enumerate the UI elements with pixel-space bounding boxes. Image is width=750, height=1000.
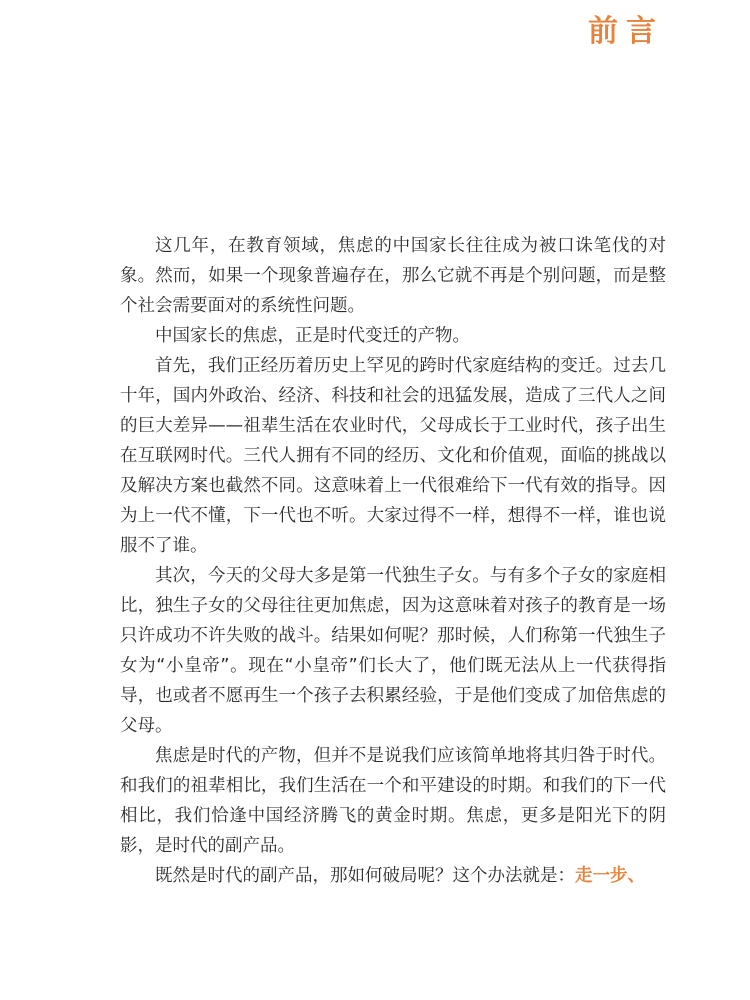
paragraph-last xyxy=(120,861,666,891)
paragraph: 焦虑是时代的产物，但并不是说我们应该简单地将其归咎于时代。和我们的祖辈相比，我们生活在一个和平建设的时期。和我们的下一代相比，我们恰逢中国经济腾飞的黄金时期。焦虑，更多是阳光下的阴影，是时代的副产品。 xyxy=(120,746,666,856)
body-text xyxy=(120,231,666,891)
paragraph: 这几年，在教育领域，焦虑的中国家长往往成为被口诛笔伐的对象。然而，如果一个现象普遍存在，那么它就不再是个别问题，而是整个社会需要面对的系统性问题。 xyxy=(120,236,666,316)
page-title: 前言 xyxy=(588,14,664,49)
emphasis-text: 走一步、 xyxy=(575,866,645,886)
paragraph: 中国家长的焦虑，正是时代变迁的产物。 xyxy=(155,326,470,346)
paragraph-last-text: 既然是时代的副产品，那如何破局呢？这个办法就是： xyxy=(155,866,575,886)
paragraph: 其次，今天的父母大多是第一代独生子女。与有多个子女的家庭相比，独生子女的父母往往更加焦虑，因为这意味着对孩子的教育是一场只许成功不许失败的战斗。结果如何呢？那时候，人们称第一代独生子女为“小皇帝”。现在“小皇帝”们长大了，他们既无法从上一代获得指导，也或者不愿再生一个孩子去积累经验，于是他们变成了加倍焦虑的父母。 xyxy=(120,566,666,736)
paragraph: 首先，我们正经历着历史上罕见的跨时代家庭结构的变迁。过去几十年，国内外政治、经济、科技和社会的迅猛发展，造成了三代人之间的巨大差异——祖辈生活在农业时代，父母成长于工业时代，孩子出生在互联网时代。三代人拥有不同的经历、文化和价值观，面临的挑战以及解决方案也截然不同。这意味着上一代很难给下一代有效的指导。因为上一代不懂，下一代也不听。大家过得不一样，想得不一样，谁也说服不了谁。 xyxy=(120,356,666,556)
